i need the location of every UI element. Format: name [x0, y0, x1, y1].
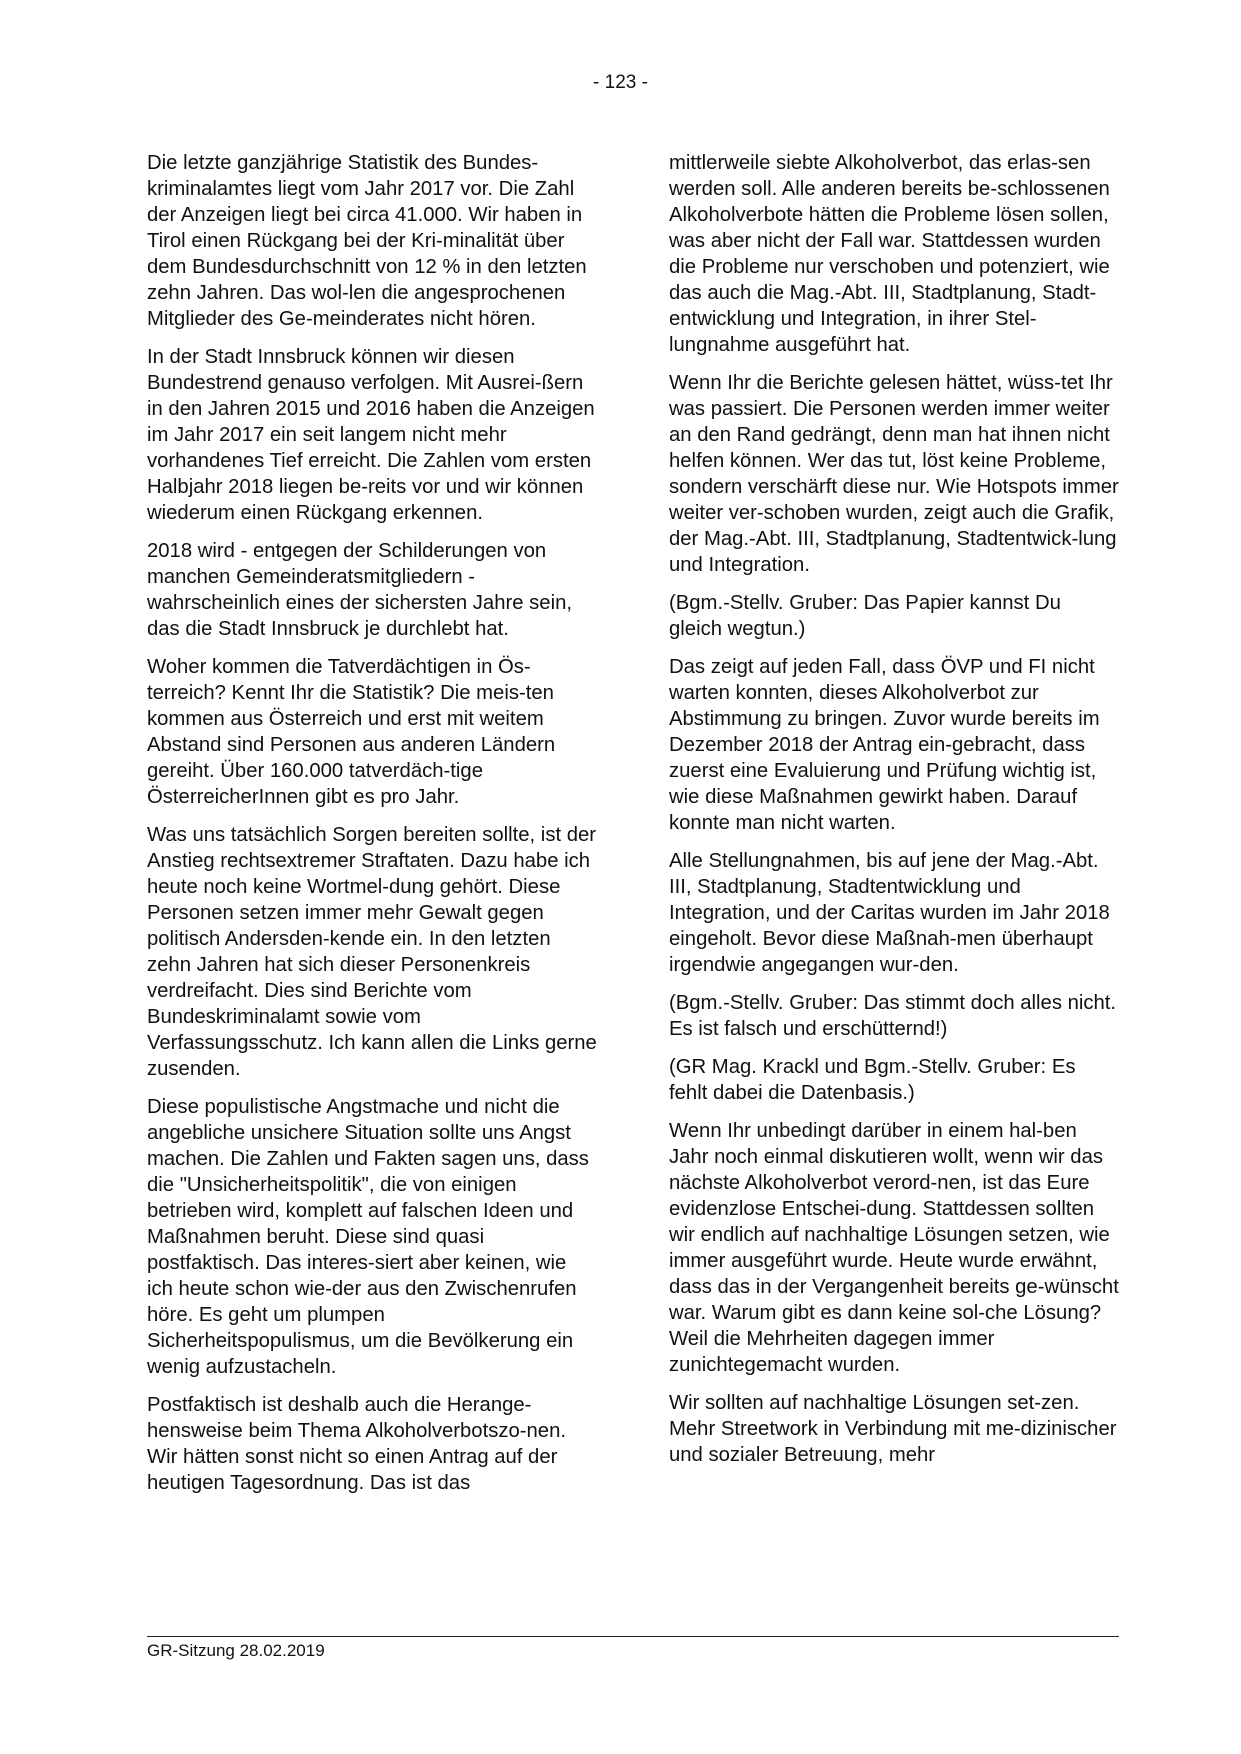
- interjection: (GR Mag. Krackl und Bgm.-Stellv. Gruber: Es fehlt dabei die Datenbasis.): [669, 1056, 1076, 1104]
- paragraph: Die letzte ganzjährige Statistik des Bundes-kriminalamtes liegt vom Jahr 2017 vor. Die Zahl der Anzeigen liegt bei circa 41.000. Wir haben in Tirol einen Rückgang bei der Kri-minalität über dem Bundesdurchschnitt von 12 % in den letzten zehn Jahren. Das wol-len die angesprochenen Mitglieder des Ge-meinderates nicht hören.: [147, 152, 587, 330]
- paragraph: Was uns tatsächlich Sorgen bereiten sollte, ist der Anstieg rechtsextremer Straftaten. Dazu habe ich heute noch keine Wortmel-dung gehört. Diese Personen setzen immer mehr Gewalt gegen politisch Andersden-kende ein. In den letzten zehn Jahren hat sich dieser Personenkreis verdreifacht. Dies sind Berichte vom Bundeskriminalamt sowie vom Verfassungsschutz. Ich kann allen die Links gerne zusenden.: [147, 824, 597, 1080]
- paragraph: 2018 wird - entgegen der Schilderungen von manchen Gemeinderatsmitgliedern - wahrscheinlich eines der sichersten Jahre sein, das die Stadt Innsbruck je durchlebt hat.: [147, 540, 572, 640]
- right-column: [669, 150, 1119, 1480]
- footer-session-date: GR-Sitzung 28.02.2019: [147, 1641, 325, 1660]
- page-number: - 123 -: [593, 72, 648, 93]
- paragraph: Wenn Ihr die Berichte gelesen hättet, wüss-tet Ihr was passiert. Die Personen werden immer weiter an den Rand gedrängt, denn man hat ihnen nicht helfen können. Wer das tut, löst keine Probleme, sondern verschärft diese nur. Wie Hotspots immer weiter ver-schoben wurden, zeigt auch die Grafik, der Mag.-Abt. III, Stadtplanung, Stadtentwick-lung und Integration.: [669, 372, 1119, 576]
- paragraph: Das zeigt auf jeden Fall, dass ÖVP und FI nicht warten konnten, dieses Alkoholverbot zur Abstimmung zu bringen. Zuvor wurde bereits im Dezember 2018 der Antrag ein-gebracht, dass zuerst eine Evaluierung und Prüfung wichtig ist, wie diese Maßnahmen gewirkt haben. Darauf konnte man nicht warten.: [669, 656, 1100, 834]
- paragraph: Woher kommen die Tatverdächtigen in Ös-terreich? Kennt Ihr die Statistik? Die meis-ten kommen aus Österreich und erst mit weitem Abstand sind Personen aus anderen Ländern gereiht. Über 160.000 tatverdäch-tige ÖsterreicherInnen gibt es pro Jahr.: [147, 656, 556, 808]
- interjection: (Bgm.-Stellv. Gruber: Das Papier kannst Du gleich wegtun.): [669, 592, 1061, 640]
- paragraph: mittlerweile siebte Alkoholverbot, das erlas-sen werden soll. Alle anderen bereits be-schlossenen Alkoholverbote hätten die Probleme lösen sollen, was aber nicht der Fall war. Stattdessen wurden die Probleme nur verschoben und potenziert, wie das auch die Mag.-Abt. III, Stadtplanung, Stadt-entwicklung und Integration, in ihrer Stel-lungnahme ausgeführt hat.: [669, 152, 1110, 356]
- interjection: (Bgm.-Stellv. Gruber: Das stimmt doch alles nicht. Es ist falsch und erschütternd!): [669, 992, 1117, 1040]
- paragraph: Diese populistische Angstmache und nicht die angebliche unsichere Situation sollte uns Angst machen. Die Zahlen und Fakten sagen uns, dass die "Unsicherheitspolitik", die von einigen betrieben wird, komplett auf falschen Ideen und Maßnahmen beruht. Diese sind quasi postfaktisch. Das interes-siert aber keinen, wie ich heute schon wie-der aus den Zwischenrufen höre. Es geht um plumpen Sicherheitspopulismus, um die Bevölkerung ein wenig aufzustacheln.: [147, 1096, 589, 1378]
- paragraph: Wenn Ihr unbedingt darüber in einem hal-ben Jahr noch einmal diskutieren wollt, wenn wir das nächste Alkoholverbot verord-nen, ist das Eure evidenzlose Entschei-dung. Stattdessen sollten wir endlich auf nachhaltige Lösungen setzen, wie immer ausgeführt wurde. Heute wurde erwähnt, dass das in der Vergangenheit bereits ge-wünscht war. Warum gibt es dann keine sol-che Lösung? Weil die Mehrheiten dagegen immer zunichtegemacht wurden.: [669, 1120, 1119, 1376]
- paragraph: In der Stadt Innsbruck können wir diesen Bundestrend genauso verfolgen. Mit Ausrei-ßern in den Jahren 2015 und 2016 haben die Anzeigen im Jahr 2017 ein seit langem nicht mehr vorhandenes Tief erreicht. Die Zahlen vom ersten Halbjahr 2018 liegen be-reits vor und wir können wiederum einen Rückgang erkennen.: [147, 346, 595, 524]
- paragraph: Alle Stellungnahmen, bis auf jene der Mag.-Abt. III, Stadtplanung, Stadtentwicklung und Integration, und der Caritas wurden im Jahr 2018 eingeholt. Bevor diese Maßnah-men überhaupt irgendwie angegangen wur-den.: [669, 850, 1110, 976]
- footer-divider: [147, 1636, 1119, 1637]
- left-column: [147, 150, 597, 1508]
- paragraph: Postfaktisch ist deshalb auch die Herange-hensweise beim Thema Alkoholverbotszo-nen. Wir hätten sonst nicht so einen Antrag auf der heutigen Tagesordnung. Das ist das: [147, 1394, 567, 1494]
- paragraph: Wir sollten auf nachhaltige Lösungen set-zen. Mehr Streetwork in Verbindung mit me-dizinischer und sozialer Betreuung, mehr: [669, 1392, 1117, 1466]
